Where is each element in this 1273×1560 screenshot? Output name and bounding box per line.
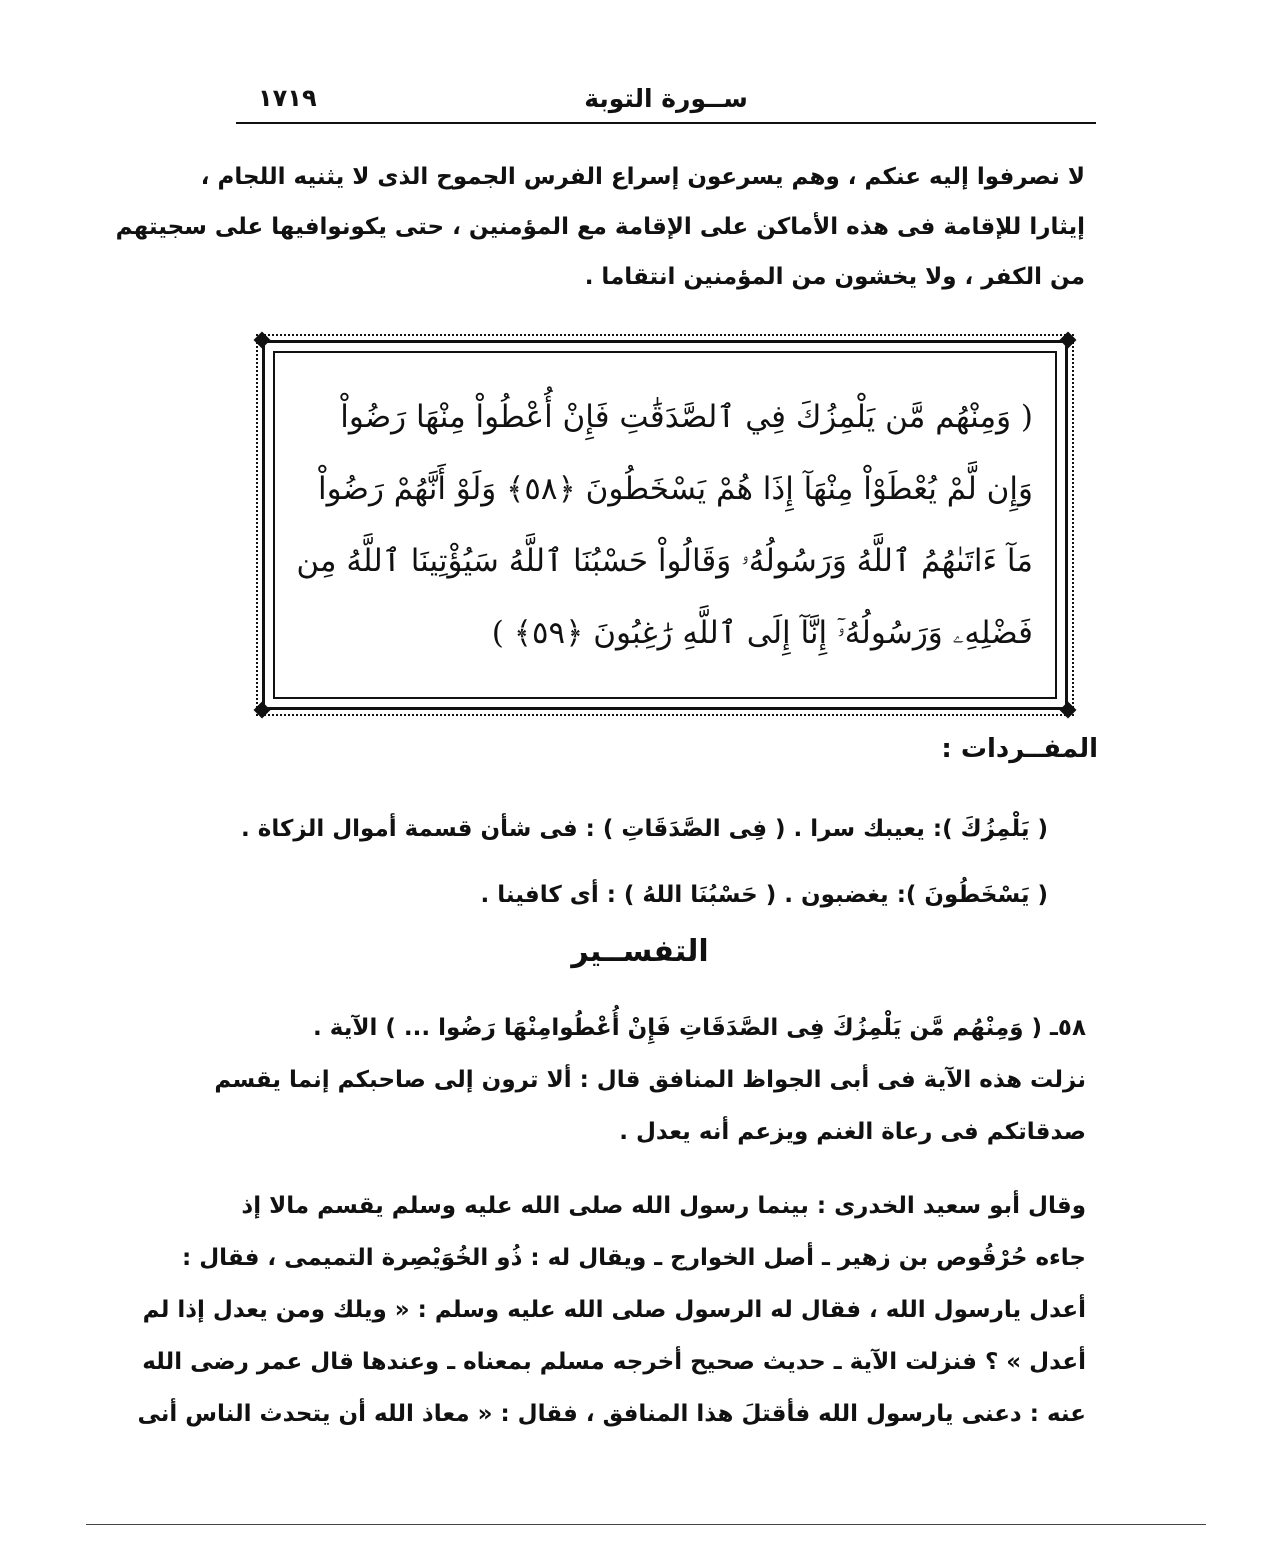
vocabulary-line: ( يَلْمِزُكَ ): يعيبك سرا . ( فِى الصَّدَقَاتِ ) : فى شأن قسمة أموال الزكاة . xyxy=(241,816,1048,842)
text-line: إيثارا للإقامة فى هذه الأماكن على الإقامة مع المؤمنين ، حتى يكونوافيها على سجيتهم xyxy=(115,214,1085,240)
verse-line: مَآ ءَاتَىٰهُمُ ٱللَّهُ وَرَسُولُهُۥ وَقَالُواْ حَسْبُنَا ٱللَّهُ سَيُؤْتِينَا ٱللَّهُ مِن xyxy=(296,543,1033,579)
page-header xyxy=(236,82,1096,124)
text-line: من الكفر ، ولا يخشون من المؤمنين انتقاما . xyxy=(584,264,1085,290)
page-number: ١٧١٩ xyxy=(258,84,317,112)
tafsir-line: جاءه حُرْقُوص بن زهير ـ أصل الخوارج ـ ويقال له : ذُو الخُوَيْصِرة التميمى ، فقال : xyxy=(182,1245,1086,1271)
tafsir-line: أعدل » ؟ فنزلت الآية ـ حديث صحيح أخرجه مسلم بمعناه ـ وعندها قال عمر رضى الله xyxy=(142,1349,1086,1375)
vocabulary-heading: المفــردات : xyxy=(941,734,1098,764)
quran-verse-frame xyxy=(262,340,1068,710)
frame-corner-ornament xyxy=(1060,332,1077,349)
intro-paragraph xyxy=(115,152,1085,302)
tafsir-line: أعدل يارسول الله ، فقال له الرسول صلى الله عليه وسلم : « ويلك ومن يعدل إذا لم xyxy=(142,1297,1086,1323)
tafsir-line: وقال أبو سعيد الخدرى : بينما رسول الله صلى الله عليه وسلم يقسم مالا إذ xyxy=(241,1193,1086,1219)
verse-line: فَضْلِهِۦ وَرَسُولُهُۥٓ إِنَّآ إِلَى ٱللَّهِ رَٰغِبُونَ ﴿٥٩﴾ ) xyxy=(491,615,1033,651)
quran-verse xyxy=(296,381,1033,669)
verse-line: ( وَمِنْهُم مَّن يَلْمِزُكَ فِي ٱلصَّدَقَٰتِ فَإِنْ أُعْطُواْ مِنْهَا رَضُواْ xyxy=(340,399,1033,435)
text-line: لا نصرفوا إليه عنكم ، وهم يسرعون إسراع الفرس الجموح الذى لا يثنيه اللجام ، xyxy=(200,164,1085,190)
frame-corner-ornament xyxy=(254,332,271,349)
vocabulary-line: ( يَسْخَطُونَ ): يغضبون . ( حَسْبُنَا اللهُ ) : أى كافينا . xyxy=(480,882,1048,908)
tafsir-line: صدقاتكم فى رعاة الغنم ويزعم أنه يعدل . xyxy=(619,1119,1086,1145)
footer-rule xyxy=(86,1524,1206,1525)
tafsir-body xyxy=(137,1002,1086,1440)
vocabulary-list xyxy=(241,796,1048,928)
surah-title: ســورة التوبة xyxy=(584,84,748,113)
paragraph-gap xyxy=(244,1158,1086,1180)
verse-line: وَإِن لَّمْ يُعْطَوْاْ مِنْهَآ إِذَا هُمْ يَسْخَطُونَ ﴿٥٨﴾ وَلَوْ أَنَّهُمْ رَضُواْ xyxy=(318,471,1033,507)
frame-corner-ornament xyxy=(1060,702,1077,719)
tafsir-heading: التفســير xyxy=(571,934,709,969)
frame-corner-ornament xyxy=(254,702,271,719)
tafsir-line: عنه : دعنى يارسول الله فأقتلَ هذا المنافق ، فقال : « معاذ الله أن يتحدث الناس أنى xyxy=(137,1401,1086,1427)
tafsir-line: نزلت هذه الآية فى أبى الجواظ المنافق قال : ألا ترون إلى صاحبكم إنما يقسم xyxy=(214,1067,1086,1093)
tafsir-line: ٥٨ـ ( وَمِنْهُم مَّن يَلْمِزُكَ فِى الصَّدَقَاتِ فَإِنْ أُعْطُوامِنْهَا رَضُوا ... ) الآية . xyxy=(313,1015,1086,1041)
